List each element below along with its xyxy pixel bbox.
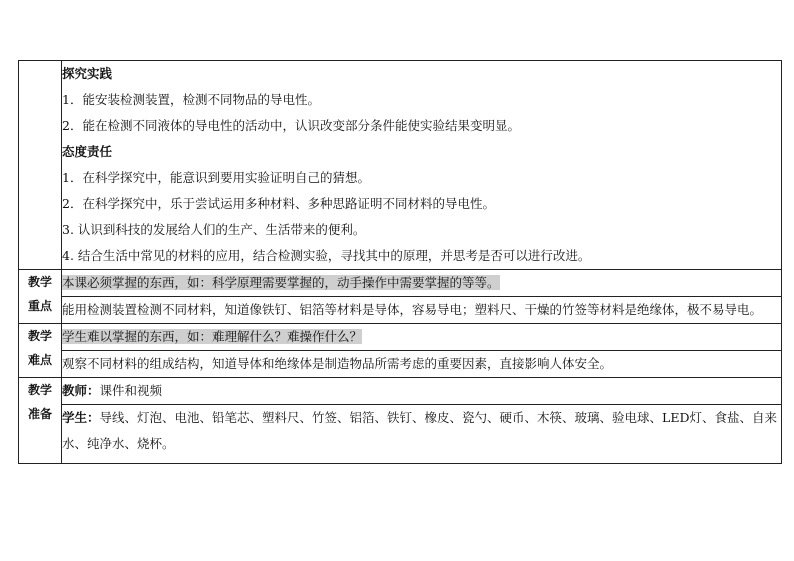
student-prep-cell — [62, 405, 782, 464]
attitude-item: 3. 认识到科技的发展给人们的生产、生活带来的便利。 — [62, 222, 366, 237]
key-points-content-row — [19, 297, 782, 324]
teacher-prep-text: 课件和视频 — [99, 383, 163, 398]
difficult-points-content: 观察不同材料的组成结构，知道导体和绝缘体是制造物品所需考虑的重要因素，直接影响人体安全。 — [62, 356, 613, 371]
student-prep-label: 学生： — [62, 410, 100, 425]
teacher-prep-label: 教师： — [62, 383, 100, 398]
key-points-content: 能用检测装置检测不同材料，知道像铁钉、铝箔等材料是导体，容易导电；塑料尺、干燥的竹签等材料是绝缘体，极不易导电。 — [62, 302, 763, 317]
teacher-prep-cell — [62, 378, 782, 405]
preparation-row — [19, 378, 782, 405]
preparation-label — [19, 378, 62, 464]
practice-item: 2．能在检测不同液体的导电性的活动中，认识改变部分条件能使实验结果变明显。 — [62, 118, 520, 133]
objectives-row — [19, 61, 782, 270]
key-points-label — [19, 270, 62, 324]
practice-item: 1．能安装检测装置，检测不同物品的导电性。 — [62, 92, 320, 107]
objectives-label-cell — [19, 61, 62, 270]
key-points-label-top: 教学 — [27, 275, 52, 289]
attitude-item: 4. 结合生活中常见的材料的应用，结合检测实验，寻找其中的原理，并思考是否可以进行改进。 — [62, 248, 591, 263]
key-points-label-bottom: 重点 — [27, 299, 52, 313]
attitude-item: 2．在科学探究中，乐于尝试运用多种材料、多种思路证明不同材料的导电性。 — [62, 196, 495, 211]
lesson-plan-table — [18, 60, 782, 464]
preparation-label-top: 教学 — [27, 383, 52, 397]
difficult-points-note: 学生难以掌握的东西，如：难理解什么？难操作什么？ — [62, 329, 363, 344]
objectives-content — [62, 61, 782, 270]
difficult-points-content-row — [19, 351, 782, 378]
attitude-item: 1．在科学探究中，能意识到要用实验证明自己的猜想。 — [62, 170, 370, 185]
key-points-note-cell — [62, 270, 782, 297]
practice-heading: 探究实践 — [62, 66, 113, 81]
difficult-points-row — [19, 324, 782, 351]
difficult-points-label-bottom: 难点 — [27, 353, 52, 367]
difficult-points-label-top: 教学 — [27, 329, 52, 343]
student-prep-row — [19, 405, 782, 464]
key-points-row — [19, 270, 782, 297]
student-prep-text: 导线、灯泡、电池、铅笔芯、塑料尺、竹签、铝箔、铁钉、橡皮、瓷勺、硬币、木筷、玻璃、验电球、LED灯、食盐、自来水、纯净水、烧杯。 — [62, 410, 777, 451]
key-points-content-cell — [62, 297, 782, 324]
key-points-note: 本课必须掌握的东西，如：科学原理需要掌握的，动手操作中需要掌握的等等。 — [62, 275, 500, 290]
preparation-label-bottom: 准备 — [27, 407, 52, 421]
difficult-points-label — [19, 324, 62, 378]
difficult-points-note-cell — [62, 324, 782, 351]
difficult-points-content-cell — [62, 351, 782, 378]
attitude-heading: 态度责任 — [62, 144, 113, 159]
